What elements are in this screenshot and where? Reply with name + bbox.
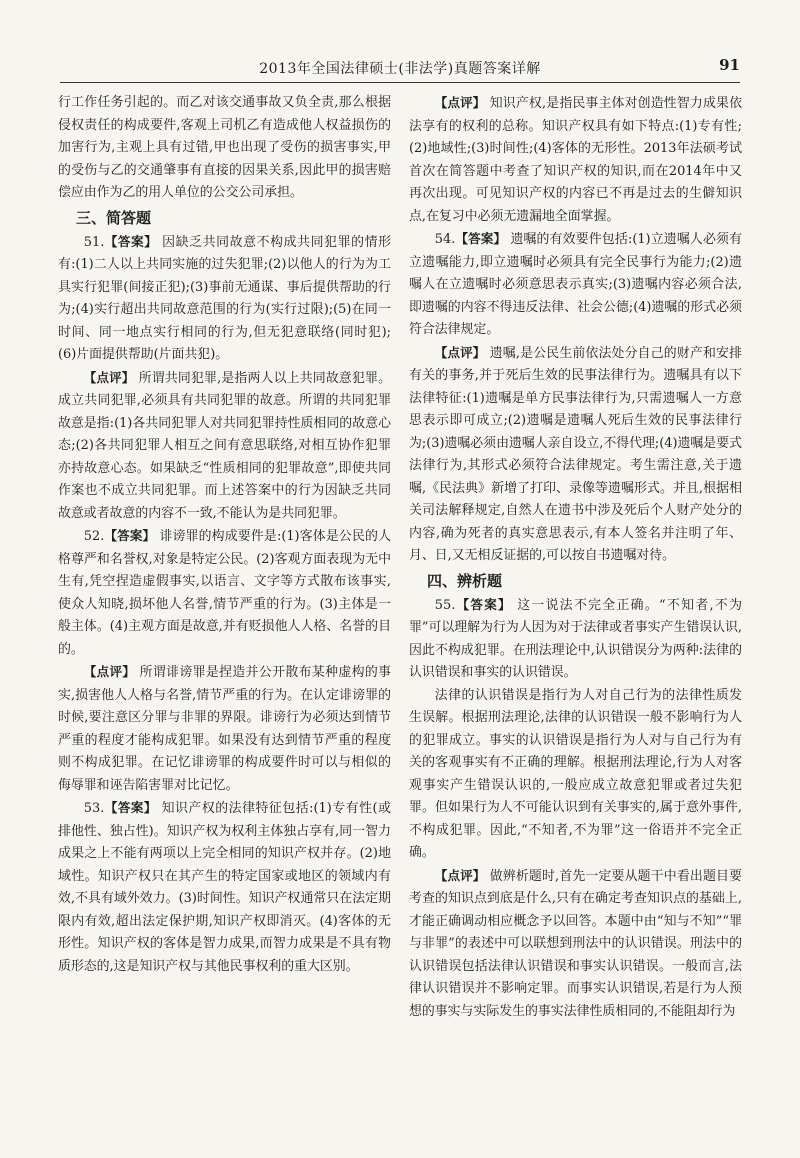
question-number: 55. [434, 597, 456, 613]
comment-tag: 【点评】 [83, 369, 135, 385]
left-column [58, 92, 391, 1098]
comment-tag: 【点评】 [434, 867, 486, 883]
comment-53 [409, 92, 742, 228]
answer-tag: 【答案】 [104, 528, 156, 543]
comment-text: 遗嘱,是公民生前依法处分自己的财产和安排有关的事务,并于死后生效的民事法律行为。遗嘱具有以下法律特征:(1)遗嘱是单方民事法律行为,只需遗嘱人一方意思表示即可成立;(2)遗嘱是遗嘱人死后生效的民事法律行为;(3)遗嘱必须由遗嘱人亲自设立,不得代理;(4)遗嘱是要式法律行为,其形式必须符合法律规定。考生需注意,关于遗嘱,《民法典》新增了打印、录像等遗嘱形式。并且,根据相关司法解释规定,自然人在遗书中涉及死后个人财产处分的内容,确为死者的真实意思表示,有本人签名并注明了年、月、日,又无相反证据的,可以按自书遗嘱对待。 [409, 345, 742, 563]
answer-text: 诽谤罪的构成要件是:(1)客体是公民的人格尊严和名誉权,对象是特定公民。(2)客观方面表现为无中生有,凭空捏造虚假事实,以语言、文字等方式散布该事实,使众人知晓,损坏他人名誉,情节严重的行为。(3)主体是一般主体。(4)主观方面是故意,并有贬损他人人格、名誉的目的。 [58, 529, 391, 657]
answer-tag: 【答案】 [455, 596, 512, 612]
answer-54 [409, 228, 742, 342]
comment-52 [58, 661, 391, 797]
answer-text: 遗嘱的有效要件包括:(1)立遗嘱人必须有立遗嘱能力,即立遗嘱时必须具有完全民事行为能力;(2)遗嘱人在立遗嘱时必须意思表示真实;(3)遗嘱内容必须合法,即遗嘱的内容不得违反法律、社会公德;(4)遗嘱的形式必须符合法律规定。 [409, 232, 742, 337]
comment-text: 所谓共同犯罪,是指两人以上共同故意犯罪。成立共同犯罪,必须具有共同犯罪的故意。所谓的共同犯罪故意是指:(1)各共同犯罪人对共同犯罪持性质相同的故意心态;(2)各共同犯罪人相互之间有意思联络,对相互协作犯罪亦持故意心态。如果缺乏“性质相同的犯罪故意”,即使共同作案也不成立共同犯罪。而上述答案中的行为因缺乏共同故意或者故意的内容不一致,不能认为是共同犯罪。 [58, 370, 391, 521]
question-number: 51. [83, 234, 105, 250]
comment-54 [409, 342, 742, 568]
answer-55-paragraph-2: 法律的认识错误是指行为人对自己行为的法律性质发生误解。根据刑法理论,法律的认识错误一般不影响行为人的犯罪成立。事实的认识错误是指行为人对与自己行为有关的客观事实有不正确的理解。根据刑法理论,行为人对客观事实产生错误认识的,一般应成立故意犯罪或者过失犯罪。但如果行为人不可能认识到有关事实的,属于意外事件,不构成犯罪。因此,“不知者,不为罪”这一俗语并不完全正确。 [409, 687, 742, 860]
answer-tag: 【答案】 [104, 233, 158, 249]
section-heading-short-answer: 三、简答题 [76, 208, 152, 227]
right-column [409, 92, 742, 1098]
header-title: 2013年全国法律硕士(非法学)真题答案详解 [259, 61, 541, 77]
comment-55 [409, 865, 742, 1024]
section-heading-discrimination: 四、辨析题 [427, 571, 503, 590]
answer-text: 因缺乏共同故意不构成共同犯罪的情形有:(1)二人以上共同实施的过失犯罪;(2)以他人的行为为工具实行犯罪(间接正犯);(3)事前无通谋、事后提供帮助的行为;(4)实行超出共同故意范围的行为(实行过限);(5)在同一时间、同一地点实行相同的行为,但无犯意联络(同时犯);(6)片面提供帮助(片面共犯)。 [58, 234, 391, 362]
answer-53 [58, 797, 391, 978]
question-number: 54. [434, 232, 456, 247]
comment-51 [58, 367, 391, 526]
question-number: 52. [83, 529, 105, 544]
answer-52 [58, 525, 391, 661]
answer-text: 知识产权的法律特征包括:(1)专有性(或排他性、独占性)。知识产权为权利主体独占享有,同一智力成果之上不能有两项以上完全相同的知识产权并存。(2)地域性。知识产权只在其产生的特定国家或地区的领域内有效,不具有域外效力。(3)时间性。知识产权通常只在法定期限内有效,超出法定保护期,知识产权即消灭。(4)客体的无形性。知识产权的客体是智力成果,而智力成果是不具有物质形态的,这是知识产权与其他民事权利的重大区别。 [58, 801, 391, 974]
comment-tag: 【点评】 [434, 344, 486, 360]
answer-tag: 【答案】 [455, 231, 507, 246]
answer-tag: 【答案】 [104, 800, 157, 815]
comment-tag: 【点评】 [83, 664, 136, 679]
answer-51 [58, 231, 391, 367]
comment-text: 所谓诽谤罪是捏造并公开散布某种虚构的事实,损害他人人格与名誉,情节严重的行为。在认定诽谤罪的时候,要注意区分罪与非罪的界限。诽谤行为必须达到情节严重的程度才能构成犯罪。如果没有达到情节严重的程度则不构成犯罪。在记忆诽谤罪的构成要件时可以与相似的侮辱罪和诬告陷害罪对比记忆。 [58, 665, 391, 793]
page-number: 91 [719, 56, 740, 74]
continued-paragraph: 行工作任务引起的。而乙对该交通事故又负全责,那么根据侵权责任的构成要件,客观上司机乙有造成他人权益损伤的加害行为,主观上具有过错,甲也出现了受伤的损害事实,甲的受伤与乙的交通肇事有直接的因果关系,因此甲的损害赔偿应由作为乙的用人单位的公交公司承担。 [58, 95, 391, 200]
answer-text: 这一说法不完全正确。“不知者,不为罪”可以理解为行为人因为对于法律或者事实产生错误认识,因此不构成犯罪。在刑法理论中,认识错误分为两种:法律的认识错误和事实的认识错误。 [409, 597, 742, 680]
comment-tag: 【点评】 [434, 95, 486, 110]
running-header [60, 54, 740, 83]
question-number: 53. [83, 801, 105, 816]
comment-text: 做辨析题时,首先一定要从题干中看出题目要考查的知识点到底是什么,只有在确定考查知识点的基础上,才能正确调动相应概念予以回答。本题中由“知与不知”“罪与非罪”的表述中可以联想到刑法中的认识错误。刑法中的认识错误包括法律认识错误和事实认识错误。一般而言,法律认识错误并不影响定罪。而事实认识错误,若是行为人预想的事实与实际发生的事实法律性质相同的,不能阻却行为 [409, 868, 742, 1019]
comment-text: 知识产权,是指民事主体对创造性智力成果依法享有的权利的总称。知识产权具有如下特点:(1)专有性;(2)地域性;(3)时间性;(4)客体的无形性。2013年法硕考试首次在简答题中考查了知识产权的知识,而在2014年中又再次出现。可见知识产权的内容已不再是过去的生僻知识点,在复习中必须无遗漏地全面掌握。 [409, 96, 742, 224]
answer-55 [409, 594, 742, 685]
